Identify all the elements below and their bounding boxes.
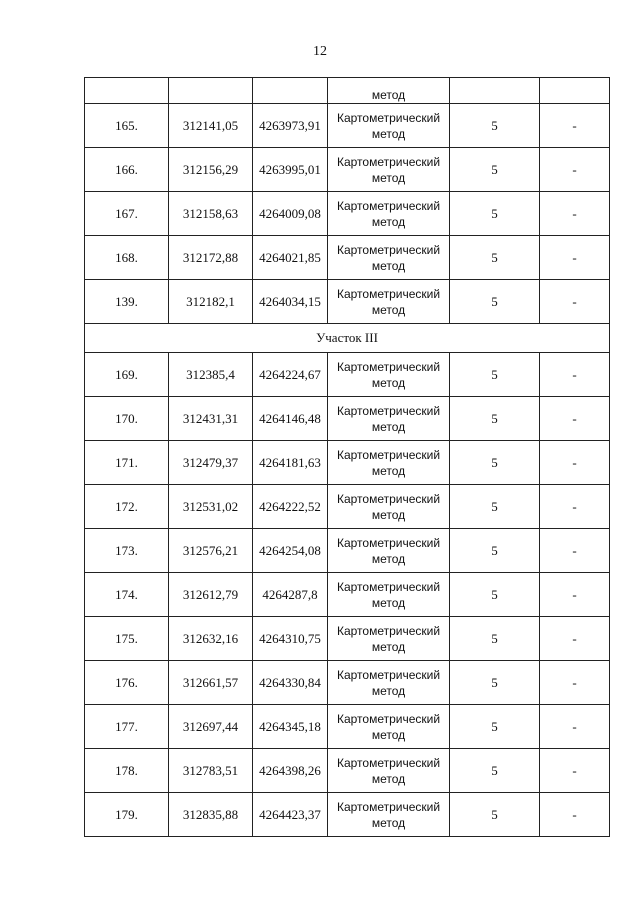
cell-note: - — [540, 148, 610, 192]
method-line-2: метод — [371, 170, 406, 185]
cell-note: - — [540, 397, 610, 441]
method-line-1: Картометрический — [336, 447, 441, 462]
method-line-1: Картометрический — [336, 403, 441, 418]
method-line-2: метод — [371, 683, 406, 698]
method-line-2: метод — [371, 771, 406, 786]
cell-x — [169, 78, 253, 104]
method-line-1: Картометрический — [336, 535, 441, 550]
section-header-row — [85, 324, 610, 353]
cell-x: 312576,21 — [169, 529, 253, 573]
method-line-1: Картометрический — [336, 799, 441, 814]
method-line-2: метод — [371, 258, 406, 273]
cell-num — [85, 78, 169, 104]
cell-note: - — [540, 280, 610, 324]
cell-x: 312835,88 — [169, 793, 253, 837]
method-text: метод — [371, 88, 406, 102]
method-line-2: метод — [371, 595, 406, 610]
cell-num: 178. — [85, 749, 169, 793]
cell-method — [328, 749, 450, 793]
table-row — [85, 573, 610, 617]
cell-y: 4264423,37 — [253, 793, 328, 837]
method-text — [328, 198, 449, 230]
cell-y: 4264254,08 — [253, 529, 328, 573]
cell-accuracy: 5 — [450, 793, 540, 837]
method-line-1: Картометрический — [336, 198, 441, 213]
cell-num: 177. — [85, 705, 169, 749]
cell-y: 4263995,01 — [253, 148, 328, 192]
method-line-1: Картометрический — [336, 242, 441, 257]
continued-row — [85, 78, 610, 104]
cell-note — [540, 78, 610, 104]
cell-method — [328, 192, 450, 236]
cell-num: 172. — [85, 485, 169, 529]
table-row — [85, 749, 610, 793]
page-number: 12 — [313, 44, 327, 59]
cell-method — [328, 793, 450, 837]
cell-note: - — [540, 192, 610, 236]
table-row — [85, 236, 610, 280]
cell-y: 4264287,8 — [253, 573, 328, 617]
cell-note: - — [540, 441, 610, 485]
cell-accuracy: 5 — [450, 280, 540, 324]
method-text — [328, 286, 449, 318]
cell-accuracy: 5 — [450, 397, 540, 441]
method-line-1: Картометрический — [336, 110, 441, 125]
cell-y: 4264021,85 — [253, 236, 328, 280]
cell-method — [328, 78, 450, 104]
table-row — [85, 793, 610, 837]
cell-accuracy: 5 — [450, 192, 540, 236]
cell-method — [328, 104, 450, 148]
method-line-2: метод — [371, 214, 406, 229]
method-line-2: метод — [371, 815, 406, 830]
cell-method — [328, 661, 450, 705]
cell-accuracy: 5 — [450, 148, 540, 192]
cell-x: 312172,88 — [169, 236, 253, 280]
cell-y: 4264181,63 — [253, 441, 328, 485]
cell-x: 312783,51 — [169, 749, 253, 793]
cell-y: 4264009,08 — [253, 192, 328, 236]
method-text — [328, 711, 449, 743]
cell-x: 312661,57 — [169, 661, 253, 705]
cell-method — [328, 236, 450, 280]
method-text — [328, 755, 449, 787]
cell-note: - — [540, 705, 610, 749]
method-line-1: Картометрический — [336, 491, 441, 506]
cell-y: 4264398,26 — [253, 749, 328, 793]
method-line-1: Картометрический — [336, 286, 441, 301]
cell-accuracy: 5 — [450, 705, 540, 749]
method-text — [328, 447, 449, 479]
method-text — [328, 154, 449, 186]
cell-method — [328, 617, 450, 661]
cell-num: 173. — [85, 529, 169, 573]
cell-method — [328, 529, 450, 573]
cell-accuracy: 5 — [450, 749, 540, 793]
cell-y — [253, 78, 328, 104]
cell-note: - — [540, 529, 610, 573]
method-line-2: метод — [371, 419, 406, 434]
cell-num: 168. — [85, 236, 169, 280]
method-text — [328, 110, 449, 142]
method-line-1: Картометрический — [336, 667, 441, 682]
cell-note: - — [540, 573, 610, 617]
cell-note: - — [540, 661, 610, 705]
method-line-2: метод — [371, 302, 406, 317]
cell-method — [328, 397, 450, 441]
cell-note: - — [540, 104, 610, 148]
cell-accuracy: 5 — [450, 529, 540, 573]
method-line-1: Картометрический — [336, 755, 441, 770]
table-row — [85, 353, 610, 397]
method-line-2: метод — [371, 639, 406, 654]
cell-x: 312156,29 — [169, 148, 253, 192]
cell-accuracy: 5 — [450, 485, 540, 529]
cell-y: 4264345,18 — [253, 705, 328, 749]
cell-accuracy: 5 — [450, 661, 540, 705]
cell-y: 4263973,91 — [253, 104, 328, 148]
cell-x: 312697,44 — [169, 705, 253, 749]
cell-accuracy: 5 — [450, 573, 540, 617]
cell-accuracy: 5 — [450, 236, 540, 280]
table-row — [85, 441, 610, 485]
table-row — [85, 397, 610, 441]
cell-x: 312141,05 — [169, 104, 253, 148]
method-line-1: Картометрический — [336, 579, 441, 594]
cell-num: 169. — [85, 353, 169, 397]
method-line-2: метод — [371, 463, 406, 478]
table-row — [85, 705, 610, 749]
table-row — [85, 280, 610, 324]
cell-note: - — [540, 793, 610, 837]
cell-num: 171. — [85, 441, 169, 485]
cell-num: 166. — [85, 148, 169, 192]
cell-method — [328, 280, 450, 324]
cell-y: 4264330,84 — [253, 661, 328, 705]
cell-x: 312479,37 — [169, 441, 253, 485]
cell-accuracy — [450, 78, 540, 104]
table-row — [85, 192, 610, 236]
cell-x: 312612,79 — [169, 573, 253, 617]
table-row — [85, 485, 610, 529]
cell-y: 4264224,67 — [253, 353, 328, 397]
cell-num: 174. — [85, 573, 169, 617]
cell-y: 4264146,48 — [253, 397, 328, 441]
cell-accuracy: 5 — [450, 441, 540, 485]
table-row — [85, 661, 610, 705]
cell-method — [328, 485, 450, 529]
cell-note: - — [540, 485, 610, 529]
cell-num: 170. — [85, 397, 169, 441]
coordinates-table-body — [85, 78, 610, 837]
cell-x: 312158,63 — [169, 192, 253, 236]
cell-accuracy: 5 — [450, 104, 540, 148]
cell-y: 4264034,15 — [253, 280, 328, 324]
cell-num: 167. — [85, 192, 169, 236]
section-title: Участок III — [85, 324, 610, 353]
method-line-2: метод — [371, 727, 406, 742]
cell-x: 312182,1 — [169, 280, 253, 324]
cell-num: 176. — [85, 661, 169, 705]
method-text — [328, 359, 449, 391]
cell-note: - — [540, 749, 610, 793]
cell-method — [328, 353, 450, 397]
method-text — [328, 403, 449, 435]
method-line-2: метод — [371, 126, 406, 141]
cell-num: 139. — [85, 280, 169, 324]
table-row — [85, 148, 610, 192]
table-row — [85, 529, 610, 573]
table-row — [85, 104, 610, 148]
method-line-2: метод — [371, 551, 406, 566]
cell-y: 4264222,52 — [253, 485, 328, 529]
method-text — [328, 579, 449, 611]
method-line-2: метод — [371, 507, 406, 522]
cell-num: 175. — [85, 617, 169, 661]
method-text — [328, 491, 449, 523]
method-line-1: Картометрический — [336, 154, 441, 169]
cell-x: 312431,31 — [169, 397, 253, 441]
method-text — [328, 535, 449, 567]
method-line-1: Картометрический — [336, 623, 441, 638]
cell-method — [328, 148, 450, 192]
cell-x: 312632,16 — [169, 617, 253, 661]
method-line-1: Картометрический — [336, 711, 441, 726]
cell-method — [328, 441, 450, 485]
cell-note: - — [540, 236, 610, 280]
method-text — [328, 623, 449, 655]
cell-method — [328, 573, 450, 617]
cell-accuracy: 5 — [450, 353, 540, 397]
cell-method — [328, 705, 450, 749]
cell-num: 165. — [85, 104, 169, 148]
coordinates-table — [84, 77, 610, 837]
table-row — [85, 617, 610, 661]
method-text — [328, 799, 449, 831]
method-line-2: метод — [371, 375, 406, 390]
method-text — [328, 242, 449, 274]
cell-num: 179. — [85, 793, 169, 837]
cell-note: - — [540, 617, 610, 661]
cell-y: 4264310,75 — [253, 617, 328, 661]
cell-accuracy: 5 — [450, 617, 540, 661]
method-text — [328, 667, 449, 699]
cell-note: - — [540, 353, 610, 397]
cell-x: 312385,4 — [169, 353, 253, 397]
method-line-1: Картометрический — [336, 359, 441, 374]
cell-x: 312531,02 — [169, 485, 253, 529]
